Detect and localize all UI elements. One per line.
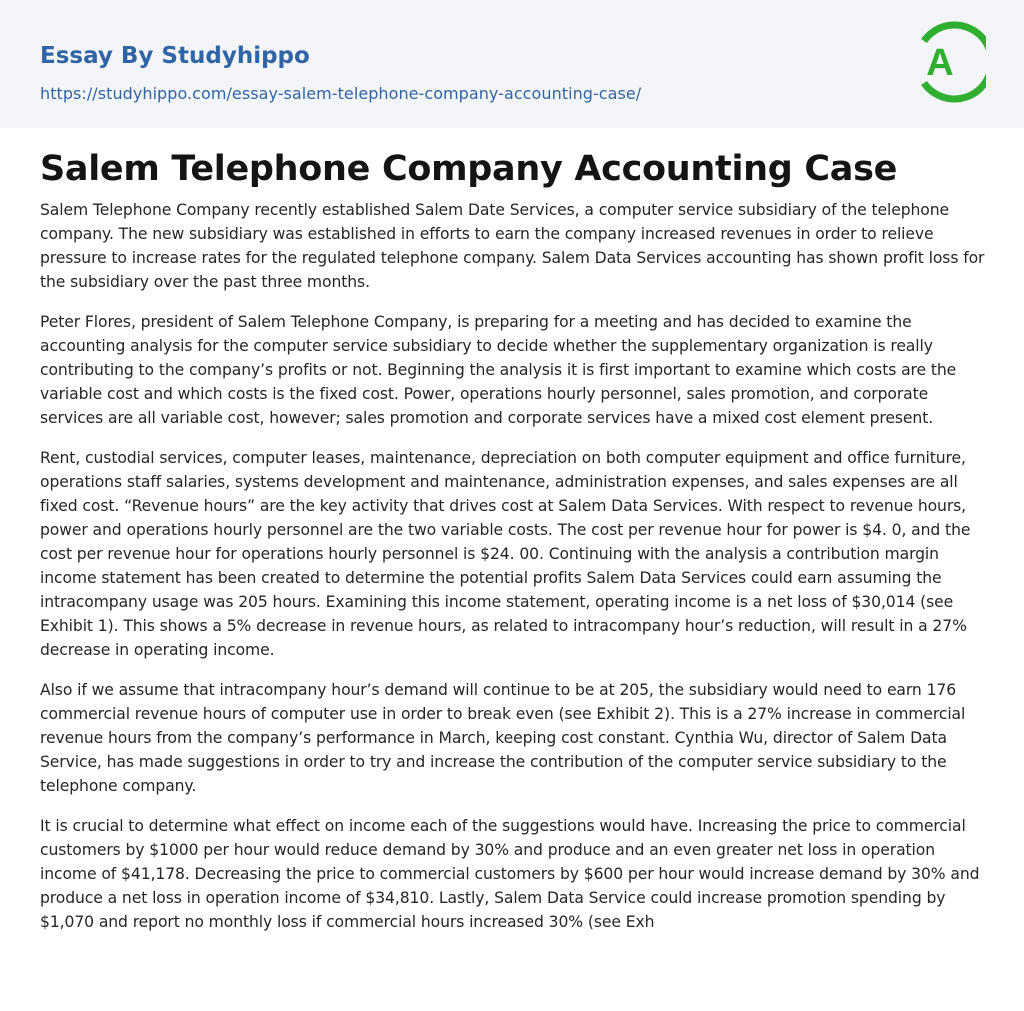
paragraph-1: Salem Telephone Company recently established Salem Date Services, a computer service subsidiary of the telephone company. The new subsidiary was established in efforts to earn the company increased revenues in order to relieve pressure to increase rates for the regulated telephone company. Salem Data Services accounting has shown profit loss for the subsidiary over the past three months. xyxy=(40,201,985,291)
article-url-link[interactable]: https://studyhippo.com/essay-salem-telephone-company-accounting-case/ xyxy=(40,84,642,103)
paragraph-2: Peter Flores, president of Salem Telephone Company, is preparing for a meeting and has decided to examine the accounting analysis for the computer service subsidiary to decide whether the supplementary organization is really contributing to the company’s profits or not. Beginning the analysis it is first important to examine which costs are the variable cost and which costs is the fixed cost. Power, operations hourly personnel, sales promotion, and corporate services are all variable cost, however; sales promotion and corporate services have a mixed cost element present. xyxy=(40,313,957,427)
paragraph-5: It is crucial to determine what effect on income each of the suggestions would have. Increasing the price to commercial customers by $1000 per hour would reduce demand by 30% and produce and an even greater net loss in operation income of $41,178. Decreasing the price to commercial customers by $600 per hour would increase demand by 30% and produce a net loss in operation income of $34,810. Lastly, Salem Data Service could increase promotion spending by $1,070 and report no monthly loss if commercial hours increased 30% (see Exh xyxy=(40,817,980,931)
logo-letter: A xyxy=(926,42,954,84)
studyhippo-logo-icon[interactable] xyxy=(912,19,986,105)
paragraph-4: Also if we assume that intracompany hour’s demand will continue to be at 205, the subsidiary would need to earn 176 commercial revenue hours of computer use in order to break even (see Exhibit 2). This is a 27% increase in commercial revenue hours from the company’s performance in March, keeping cost constant. Cynthia Wu, director of Salem Data Service, has made suggestions in order to try and increase the contribution of the computer service subsidiary to the telephone company. xyxy=(40,681,966,795)
site-title[interactable]: Essay By Studyhippo xyxy=(40,43,310,69)
page-title: Salem Telephone Company Accounting Case xyxy=(40,149,898,189)
paragraph-3: Rent, custodial services, computer leases, maintenance, depreciation on both computer equipment and office furniture, operations staff salaries, systems development and maintenance, administration expenses, and sales expenses are all fixed cost. “Revenue hours” are the key activity that drives cost at Salem Data Services. With respect to revenue hours, power and operations hourly personnel are the two variable costs. The cost per revenue hour for power is $4. 0, and the cost per revenue hour for operations hourly personnel is $24. 00. Continuing with the analysis a contribution margin income statement has been created to determine the potential profits Salem Data Services could earn assuming the intracompany usage was 205 hours. Examining this income statement, operating income is a net loss of $30,014 (see Exhibit 1). This shows a 5% decrease in revenue hours, as related to intracompany hour’s reduction, will result in a 27% decrease in operating income. xyxy=(40,449,971,659)
article-content xyxy=(40,128,990,950)
site-header xyxy=(0,0,1024,128)
